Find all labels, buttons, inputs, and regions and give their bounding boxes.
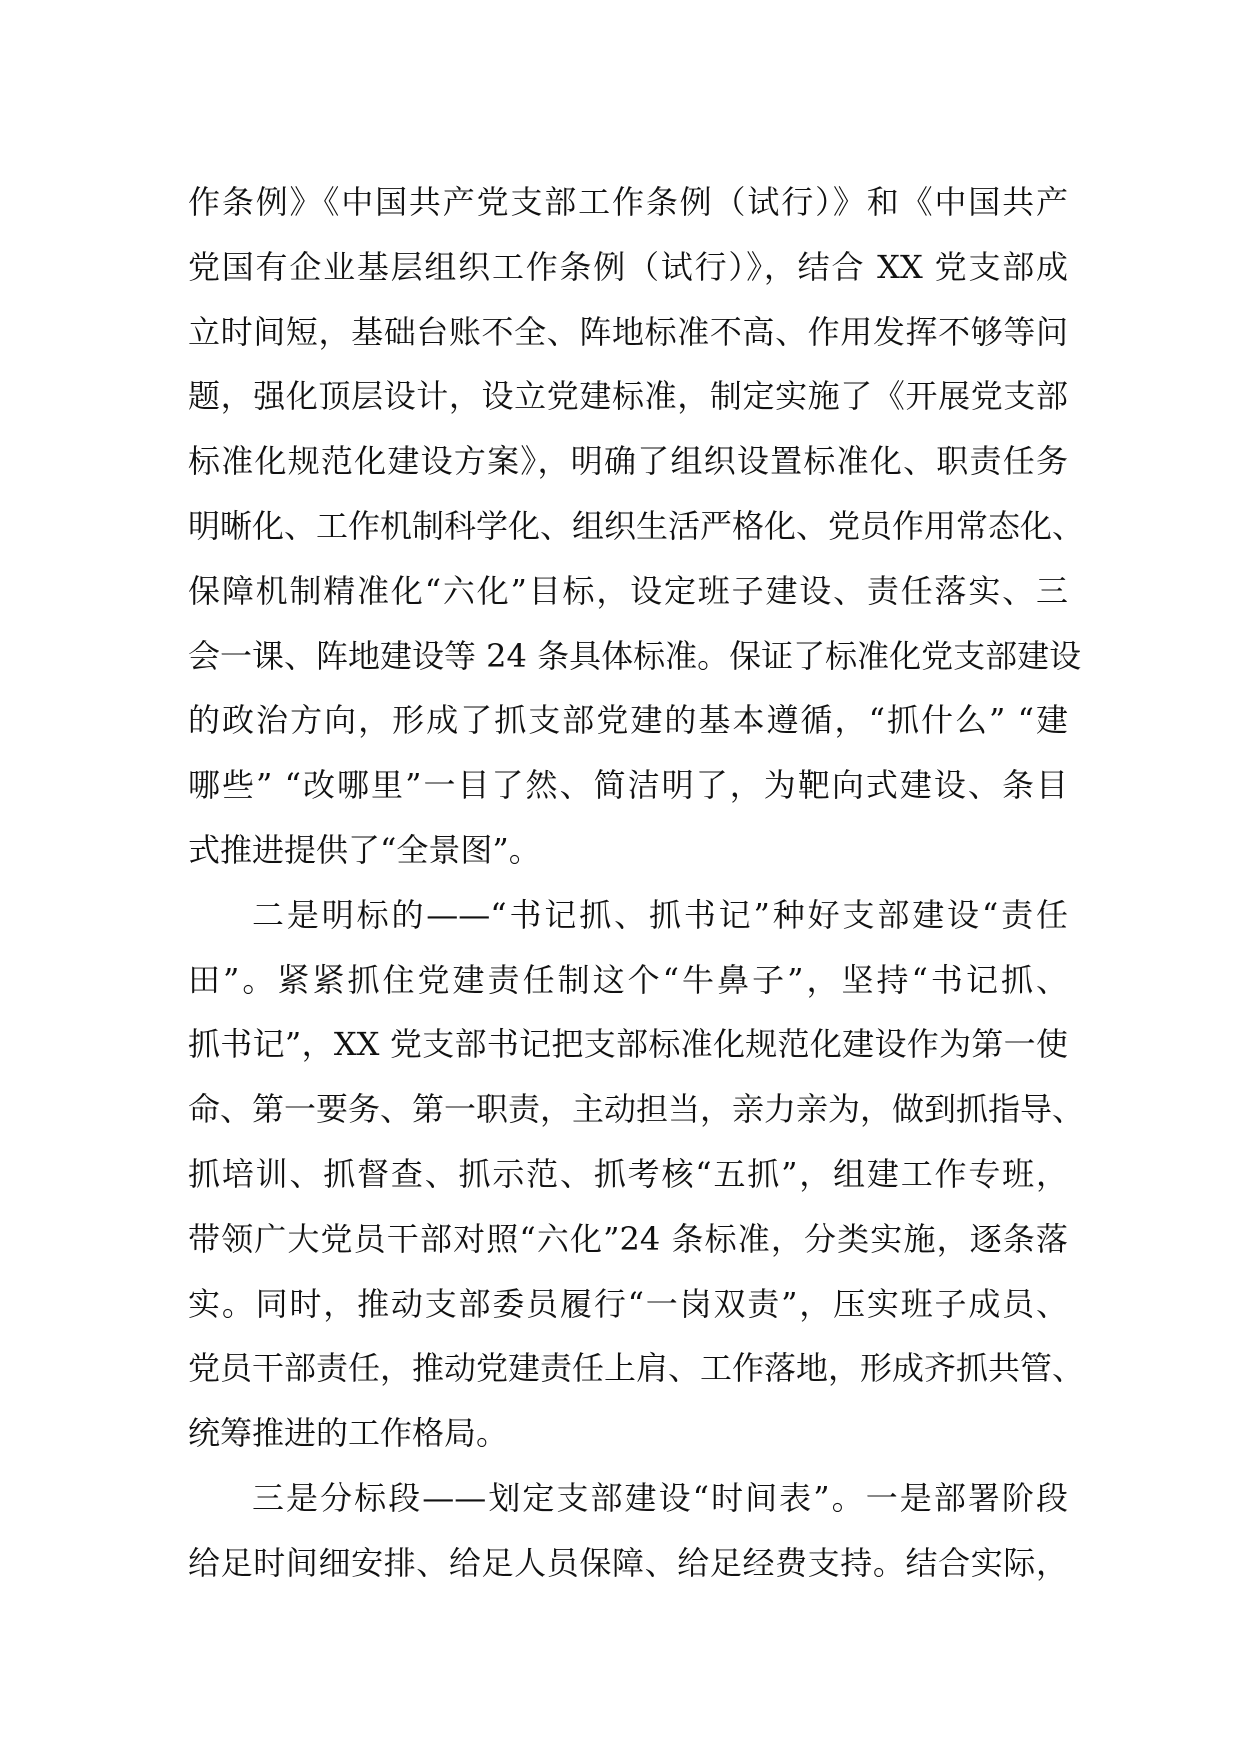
text-line: 标准化规范化建设方案》，明确了组织设置标准化、职责任务 xyxy=(188,442,1068,481)
text-line: 的政治方向，形成了抓支部党建的基本遵循，“抓什么” “建 xyxy=(188,701,1068,740)
text-line: 式推进提供了“全景图”。 xyxy=(188,830,541,869)
text-line: 统筹推进的工作格局。 xyxy=(188,1414,509,1453)
text-line: 命、第一要务、第一职责，主动担当，亲力亲为，做到抓指导、 xyxy=(188,1090,1085,1129)
body-text xyxy=(188,170,1085,1596)
text-line: 三是分标段——划定支部建设“时间表”。一是部署阶段 xyxy=(252,1478,1068,1517)
text-line: 立时间短，基础台账不全、阵地标准不高、作用发挥不够等问 xyxy=(188,312,1068,351)
text-line: 田”。紧紧抓住党建责任制这个“牛鼻子”，坚持“书记抓、 xyxy=(188,960,1068,999)
text-line: 二是明标的——“书记抓、抓书记”种好支部建设“责任 xyxy=(252,895,1068,934)
text-line: 会一课、阵地建设等 24 条具体标准。保证了标准化党支部建设 xyxy=(188,636,1082,675)
text-line: 题，强化顶层设计，设立党建标准，制定实施了《开展党支部 xyxy=(188,377,1068,416)
text-line: 党国有企业基层组织工作条例（试行）》，结合 XX 党支部成 xyxy=(188,247,1068,286)
text-line: 给足时间细安排、给足人员保障、给足经费支持。结合实际， xyxy=(188,1543,1068,1582)
text-line: 带领广大党员干部对照“六化”24 条标准，分类实施，逐条落 xyxy=(188,1219,1068,1258)
text-line: 党员干部责任，推动党建责任上肩、工作落地，形成齐抓共管、 xyxy=(188,1349,1085,1388)
text-line: 哪些” “改哪里”一目了然、简洁明了，为靶向式建设、条目 xyxy=(188,766,1068,805)
text-line: 明晰化、工作机制科学化、组织生活严格化、党员作用常态化、 xyxy=(188,506,1085,545)
text-line: 保障机制精准化“六化”目标，设定班子建设、责任落实、三 xyxy=(188,571,1068,610)
text-line: 作条例》《中国共产党支部工作条例（试行）》和《中国共产 xyxy=(188,183,1068,221)
text-line: 抓培训、抓督查、抓示范、抓考核“五抓”，组建工作专班， xyxy=(188,1154,1068,1193)
text-line: 抓书记”，XX 党支部书记把支部标准化规范化建设作为第一使 xyxy=(188,1025,1068,1064)
text-line: 实。同时，推动支部委员履行“一岗双责”，压实班子成员、 xyxy=(188,1284,1068,1323)
